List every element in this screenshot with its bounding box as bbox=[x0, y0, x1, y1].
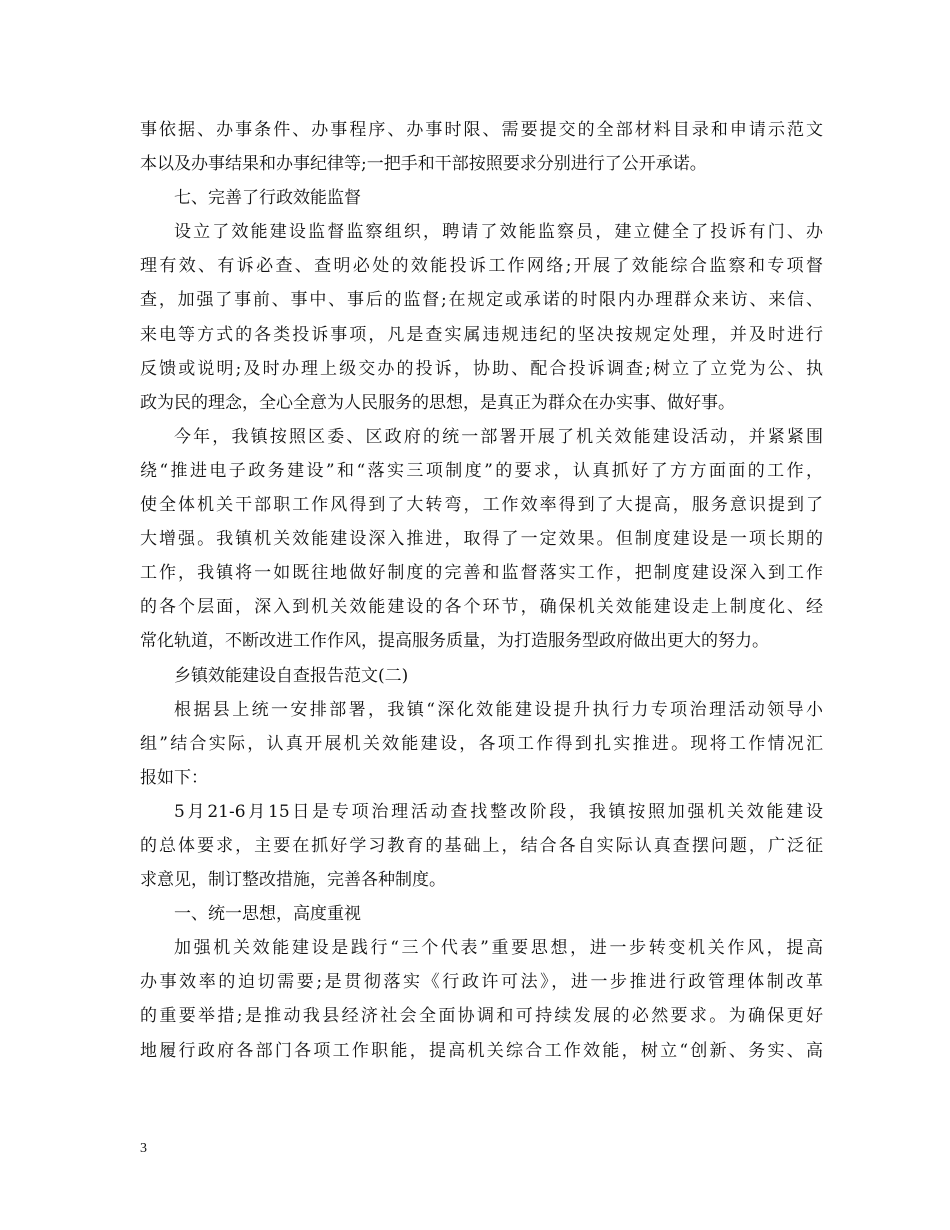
document-body bbox=[140, 113, 823, 1068]
text-line: 政为民的理念，全心全意为人民服务的思想，是真正为群众在办实事、做好事。 bbox=[140, 392, 735, 413]
text-line: 的总体要求，主要在抓好学习教育的基础上，结合各自实际认真查摆问题，广泛征 bbox=[140, 835, 823, 856]
text-line: 常化轨道，不断改进工作作风，提高服务质量，为打造服务型政府做出更大的努力。 bbox=[140, 631, 769, 652]
text-line: 地履行政府各部门各项工作职能，提高机关综合工作效能，树立“创新、务实、高 bbox=[140, 1040, 823, 1061]
text-line: 一、统一思想，高度重视 bbox=[174, 904, 361, 925]
text-line: 今年，我镇按照区委、区政府的统一部署开展了机关效能建设活动，并紧紧围 bbox=[174, 426, 823, 447]
text-line: 报如下： bbox=[140, 767, 208, 788]
text-line: 查，加强了事前、事中、事后的监督;在规定或承诺的时限内办理群众来访、来信、 bbox=[140, 290, 823, 311]
text-line: 办事效率的迫切需要;是贯彻落实《行政许可法》，进一步推进行政管理体制改革 bbox=[140, 972, 823, 993]
text-line: 来电等方式的各类投诉事项，凡是查实属违规违纪的坚决按规定处理，并及时进行 bbox=[140, 324, 823, 345]
text-line: 求意见，制订整改措施，完善各种制度。 bbox=[140, 870, 446, 891]
text-line: 根据县上统一安排部署，我镇“深化效能建设提升执行力专项治理活动领导小 bbox=[174, 699, 823, 720]
text-line: 加强机关效能建设是践行“三个代表”重要思想，进一步转变机关作风，提高 bbox=[174, 938, 823, 959]
text-line: 理有效、有诉必查、查明必处的效能投诉工作网络;开展了效能综合监察和专项督 bbox=[140, 256, 823, 277]
text-line: 5月21-6月15日是专项治理活动查找整改阶段，我镇按照加强机关效能建设 bbox=[174, 801, 823, 822]
text-line: 使全体机关干部职工作风得到了大转弯，工作效率得到了大提高，服务意识提到了 bbox=[140, 495, 823, 516]
text-line: 设立了效能建设监督监察组织，聘请了效能监察员，建立健全了投诉有门、办 bbox=[174, 222, 823, 243]
text-line: 工作，我镇将一如既往地做好制度的完善和监督落实工作，把制度建设深入到工作 bbox=[140, 563, 823, 584]
text-line: 事依据、办事条件、办事程序、办事时限、需要提交的全部材料目录和申请示范文 bbox=[140, 120, 823, 140]
text-line: 组”结合实际，认真开展机关效能建设，各项工作得到扎实推进。现将工作情况汇 bbox=[140, 733, 823, 754]
text-line: 反馈或说明;及时办理上级交办的投诉，协助、配合投诉调查;树立了立党为公、执 bbox=[140, 358, 823, 379]
text-line: 乡镇效能建设自查报告范文(二) bbox=[174, 665, 409, 686]
text-line: 本以及办事结果和办事纪律等;一把手和干部按照要求分别进行了公开承诺。 bbox=[140, 154, 707, 175]
page-number: 3 bbox=[140, 1141, 147, 1156]
text-line: 七、完善了行政效能监督 bbox=[174, 188, 361, 209]
text-line: 绕“推进电子政务建设”和“落实三项制度”的要求，认真抓好了方方面面的工作， bbox=[140, 460, 823, 481]
text-line: 大增强。我镇机关效能建设深入推进，取得了一定效果。但制度建设是一项长期的 bbox=[140, 529, 823, 550]
text-line: 的重要举措;是推动我县经济社会全面协调和可持续发展的必然要求。为确保更好 bbox=[140, 1006, 823, 1027]
text-line: 的各个层面，深入到机关效能建设的各个环节，确保机关效能建设走上制度化、经 bbox=[140, 597, 823, 618]
